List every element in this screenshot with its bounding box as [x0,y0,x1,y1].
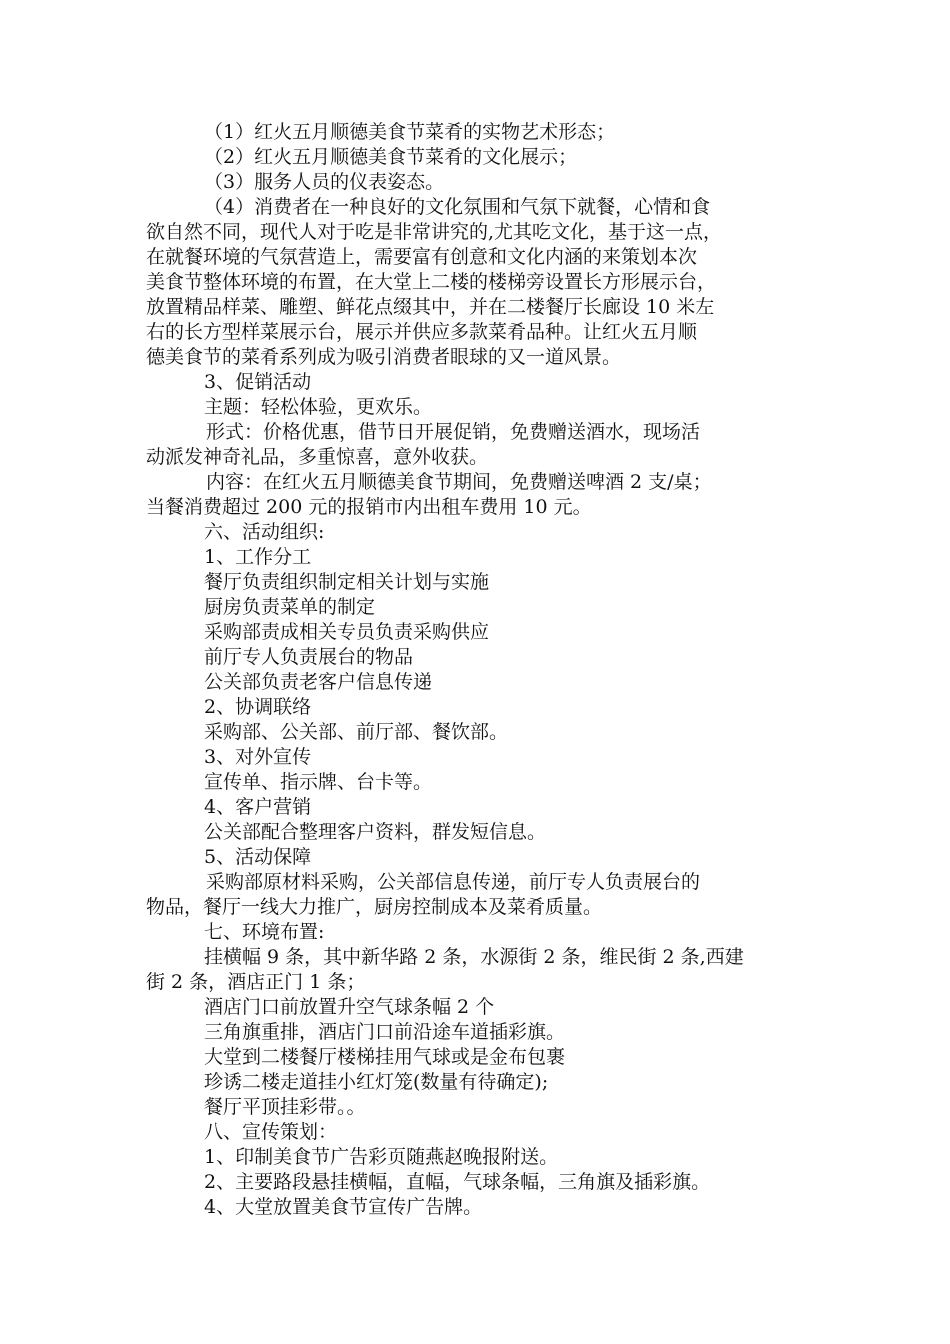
text-line: 采购部原材料采购，公关部信息传递，前厅专人负责展台的 [206,871,701,893]
text-line: （1）红火五月顺德美食节菜肴的实物艺术形态； [204,121,616,143]
text-line: 1、工作分工 [204,546,312,568]
text-line: 酒店门口前放置升空气球条幅 2 个 [204,996,495,1018]
text-line: （2）红火五月顺德美食节菜肴的文化展示； [204,146,578,168]
text-line: 六、活动组织: [204,521,325,543]
text-line: 2、协调联络 [204,696,312,718]
text-line: 公关部负责老客户信息传递 [204,671,433,693]
text-line: 宣传单、指示牌、台卡等。 [204,771,433,793]
text-line: 5、活动保障 [204,846,312,868]
text-line: 3、对外宣传 [204,746,312,768]
text-line: 4、大堂放置美食节宣传广告牌。 [204,1196,483,1218]
text-line: 餐厅平顶挂彩带。。 [204,1096,366,1118]
text-line: 餐厅负责组织制定相关计划与实施 [204,571,490,593]
text-line: 美食节整体环境的布置，在大堂上二楼的楼梯旁设置长方形展示台， [146,271,717,293]
text-line: 1、印制美食节广告彩页随燕赵晚报附送。 [204,1146,559,1168]
text-line: 物品，餐厅一线大力推广，厨房控制成本及菜肴质量。 [146,896,603,918]
text-line: 2、主要路段悬挂横幅，直幅，气球条幅，三角旗及插彩旗。 [204,1171,711,1193]
text-line: 厨房负责菜单的制定 [204,596,376,618]
text-line: 当餐消费超过 200 元的报销市内出租车费用 10 元。 [146,496,592,518]
document-body [146,120,826,1220]
text-line: 珍诱二楼走道挂小红灯笼(数量有待确定); [204,1071,549,1093]
text-line: 挂横幅 9 条，其中新华路 2 条，水源街 2 条，维民街 2 条,西建 [204,946,744,968]
text-line: 公关部配合整理客户资料，群发短信息。 [204,821,547,843]
text-line: 4、客户营销 [204,796,312,818]
text-line: 德美食节的菜肴系列成为吸引消费者眼球的又一道风景。 [146,346,622,368]
text-line: 八、宣传策划： [204,1121,338,1143]
text-line: 右的长方型样菜展示台，展示并供应多款菜肴品种。让红火五月顺 [146,321,698,343]
text-line: 在就餐环境的气氛营造上，需要富有创意和文化内涵的来策划本次 [146,246,698,268]
text-line: 采购部、公关部、前厅部、餐饮部。 [204,721,509,743]
text-line: （4）消费者在一种良好的文化氛围和气氛下就餐，心情和食 [204,196,711,218]
text-line: 七、环境布置: [204,921,325,943]
text-line: 放置精品样菜、雕塑、鲜花点缀其中，并在二楼餐厅长廊设 10 米左 [146,296,715,318]
text-line: 形式：价格优惠，借节日开展促销，免费赠送酒水，现场活 [206,421,701,443]
text-line: 动派发神奇礼品，多重惊喜，意外收获。 [146,446,489,468]
text-line: （3）服务人员的仪表姿态。 [204,171,445,193]
text-line: 前厅专人负责展台的物品 [204,646,414,668]
text-line: 3、促销活动 [204,371,312,393]
text-line: 三角旗重排，酒店门口前沿途车道插彩旗。 [204,1021,566,1043]
text-line: 采购部责成相关专员负责采购供应 [204,621,490,643]
text-line: 欲自然不同，现代人对于吃是非常讲究的,尤其吃文化，基于这一点， [146,221,723,243]
text-line: 大堂到二楼餐厅楼梯挂用气球或是金布包裹 [204,1046,566,1068]
text-line: 主题：轻松体验，更欢乐。 [204,396,433,418]
text-line: 街 2 条，酒店正门 1 条； [146,971,366,993]
text-line: 内容：在红火五月顺德美食节期间，免费赠送啤酒 2 支/桌； [206,471,712,493]
